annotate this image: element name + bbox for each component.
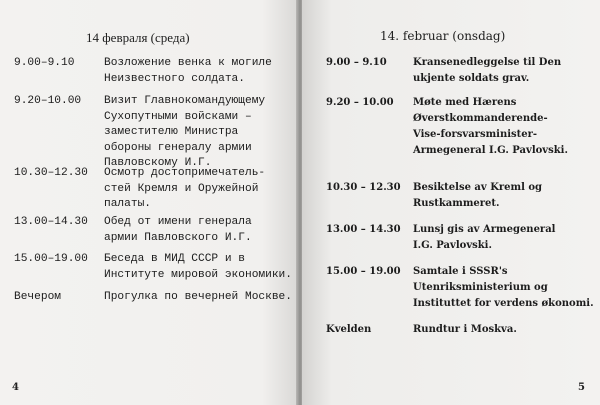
- left-event-time: 15.00–19.00: [14, 253, 88, 265]
- left-event-time: 13.00–14.30: [14, 216, 88, 228]
- left-event-description: Прогулка по вечерней Москве.: [104, 291, 292, 303]
- right-event-description: Lunsj gis av Armegeneral I.G. Pavlovski.: [413, 224, 556, 251]
- left-event-description: Возложение венка к могиле Неизвестного солдата.: [104, 57, 272, 85]
- right-page: [302, 0, 600, 405]
- right-event-time: 13.00 – 14.30: [326, 224, 401, 235]
- left-event-time: 9.20–10.00: [14, 95, 82, 107]
- left-event-description: Визит Главнокомандующему Сухопутными войсками – заместителю Министра обороны генералу армии Павловскому И.Г.: [104, 95, 266, 170]
- left-event-time: 9.00–9.10: [14, 57, 75, 69]
- right-event-description: Samtale i SSSR's Utenriksministerium og Instituttet for verdens økonomi.: [413, 266, 594, 309]
- right-event-time: 9.20 – 10.00: [326, 97, 394, 108]
- right-event-time: Kvelden: [326, 324, 372, 335]
- left-event-time: Вечером: [14, 291, 61, 303]
- right-event-time: 10.30 – 12.30: [326, 182, 401, 193]
- right-event-time: 15.00 – 19.00: [326, 266, 401, 277]
- right-page-title: 14. februar (onsdag): [380, 29, 506, 43]
- right-event-description: Møte med Hærens Øverstkommanderende- Vise-forsvarsminister- Armegeneral I.G. Pavlovski.: [413, 97, 568, 156]
- right-event-description: Kransenedleggelse til Den ukjente soldats grav.: [413, 57, 562, 84]
- right-event-description: Rundtur i Moskva.: [413, 324, 517, 335]
- left-event-time: 10.30–12.30: [14, 167, 88, 179]
- left-event-description: Беседа в МИД СССР и в Институте мировой экономики.: [104, 253, 292, 281]
- left-page: [0, 0, 298, 405]
- left-page-number: 4: [12, 382, 19, 393]
- right-event-description: Besiktelse av Kreml og Rustkammeret.: [413, 182, 543, 209]
- left-event-description: Обед от имени генерала армии Павловского И.Г.: [104, 216, 252, 244]
- left-page-title: 14 февраля (среда): [86, 30, 190, 45]
- right-event-time: 9.00 – 9.10: [326, 57, 387, 68]
- left-event-description: Осмотр достопримечатель- стей Кремля и Оружейной палаты.: [104, 167, 266, 211]
- right-page-number: 5: [578, 382, 585, 393]
